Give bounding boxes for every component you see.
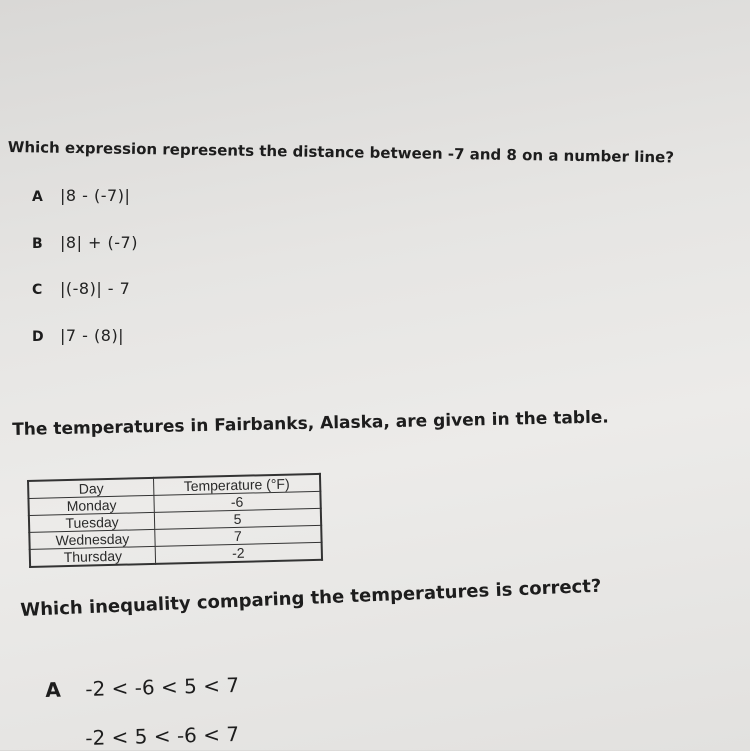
question-1-option-c[interactable] xyxy=(32,279,130,298)
question-1-option-d[interactable] xyxy=(32,326,124,345)
table-cell-temperature: 5 xyxy=(154,508,321,529)
option-letter: A xyxy=(45,677,62,702)
option-expression: |8 - (-7)| xyxy=(60,186,131,205)
question-1-option-a[interactable] xyxy=(32,186,130,205)
option-letter: B xyxy=(32,236,44,252)
option-letter xyxy=(45,745,85,746)
table-cell-day: Monday xyxy=(28,495,154,515)
option-expression: -2 < -6 < 5 < 7 xyxy=(84,672,240,701)
temperature-table xyxy=(27,473,323,568)
question-2-text: Which inequality comparing the temperatures is correct? xyxy=(20,575,602,621)
option-expression: |(-8)| - 7 xyxy=(60,279,131,298)
option-letter: D xyxy=(32,329,45,345)
question-1-text: Which expression represents the distance between -7 and 8 on a number line? xyxy=(7,138,675,167)
question-2-option-b[interactable] xyxy=(45,722,239,751)
table-cell-temperature: -2 xyxy=(155,542,322,564)
table-cell-day: Wednesday xyxy=(29,529,155,549)
table-cell-temperature: 7 xyxy=(155,525,322,546)
option-expression: |7 - (8)| xyxy=(60,326,125,345)
option-letter: C xyxy=(32,282,43,298)
question-1-option-b[interactable] xyxy=(32,233,138,252)
column-header-day: Day xyxy=(28,478,154,499)
table-cell-day: Thursday xyxy=(30,546,156,567)
table-cell-temperature: -6 xyxy=(154,491,321,512)
option-expression: |8| + (-7) xyxy=(60,233,138,252)
option-letter: A xyxy=(32,189,44,205)
table-cell-day: Tuesday xyxy=(29,512,155,532)
question-2-intro: The temperatures in Fairbanks, Alaska, are given in the table. xyxy=(12,407,610,440)
question-2-option-a[interactable] xyxy=(45,673,239,702)
option-expression: -2 < 5 < -6 < 7 xyxy=(84,721,240,750)
column-header-temperature: Temperature (°F) xyxy=(153,474,320,496)
